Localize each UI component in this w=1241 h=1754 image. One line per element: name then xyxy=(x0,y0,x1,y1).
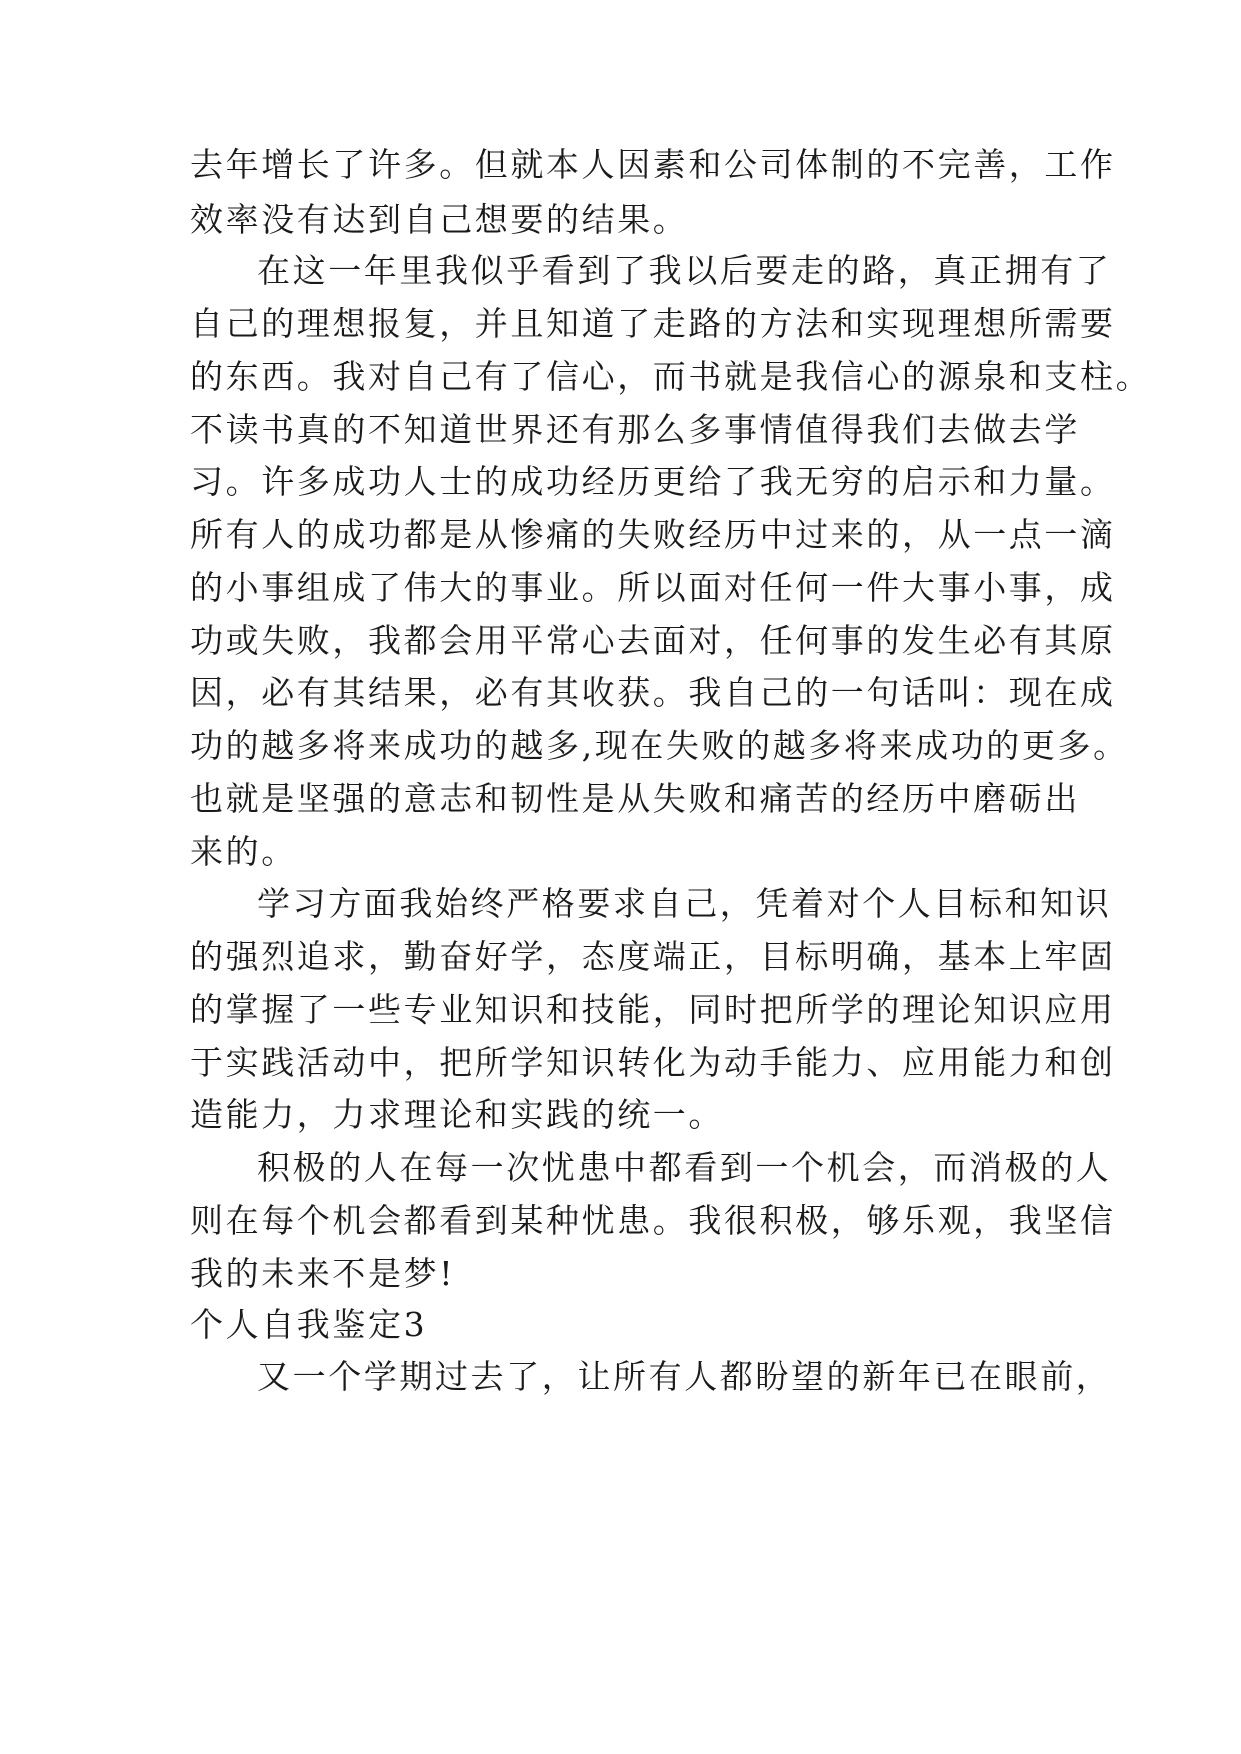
text-line: 造能力，力求理论和实践的统一。 xyxy=(190,1095,724,1134)
paragraph-start-line: 在这一年里我似乎看到了我以后要走的路，真正拥有了 xyxy=(257,251,1112,290)
text-line: 则在每个机会都看到某种忧患。我很积极，够乐观，我坚信 xyxy=(190,1201,1116,1240)
text-line: 的掌握了一些专业知识和技能，同时把所学的理论知识应用 xyxy=(190,990,1116,1029)
text-line: 不读书真的不知道世界还有那么多事情值得我们去做去学 xyxy=(190,410,1080,449)
text-line: 习。许多成功人士的成功经历更给了我无穷的启示和力量。 xyxy=(190,462,1116,501)
section-heading: 个人自我鉴定3 xyxy=(190,1305,428,1344)
text-line: 自己的理想报复，并且知道了走路的方法和实现理想所需要 xyxy=(190,304,1116,343)
text-line: 功或失败，我都会用平常心去面对，任何事的发生必有其原 xyxy=(190,621,1116,660)
text-line: 的东西。我对自己有了信心，而书就是我信心的源泉和支柱。 xyxy=(190,357,1152,396)
text-line: 的强烈追求，勤奋好学，态度端正，目标明确，基本上牢固 xyxy=(190,937,1116,976)
text-line: 也就是坚强的意志和韧性是从失败和痛苦的经历中磨砺出 xyxy=(190,779,1080,818)
text-line: 去年增长了许多。但就本人因素和公司体制的不完善，工作 xyxy=(190,145,1116,184)
text-line: 的小事组成了伟大的事业。所以面对任何一件大事小事，成 xyxy=(190,568,1116,607)
paragraph-start-line: 学习方面我始终严格要求自己，凭着对个人目标和知识 xyxy=(257,884,1112,923)
text-line: 所有人的成功都是从惨痛的失败经历中过来的，从一点一滴 xyxy=(190,515,1116,554)
paragraph-start-line: 又一个学期过去了，让所有人都盼望的新年已在眼前， xyxy=(257,1357,1112,1396)
paragraph-start-line: 积极的人在每一次忧患中都看到一个机会，而消极的人 xyxy=(257,1148,1112,1187)
text-line: 于实践活动中，把所学知识转化为动手能力、应用能力和创 xyxy=(190,1043,1116,1082)
text-line: 来的。 xyxy=(190,832,297,871)
text-line: 效率没有达到自己想要的结果。 xyxy=(190,200,689,239)
text-line: 功的越多将来成功的越多,现在失败的越多将来成功的更多。 xyxy=(190,726,1129,765)
text-line: 因，必有其结果，必有其收获。我自己的一句话叫：现在成 xyxy=(190,673,1116,712)
text-line: 我的未来不是梦! xyxy=(190,1254,456,1293)
